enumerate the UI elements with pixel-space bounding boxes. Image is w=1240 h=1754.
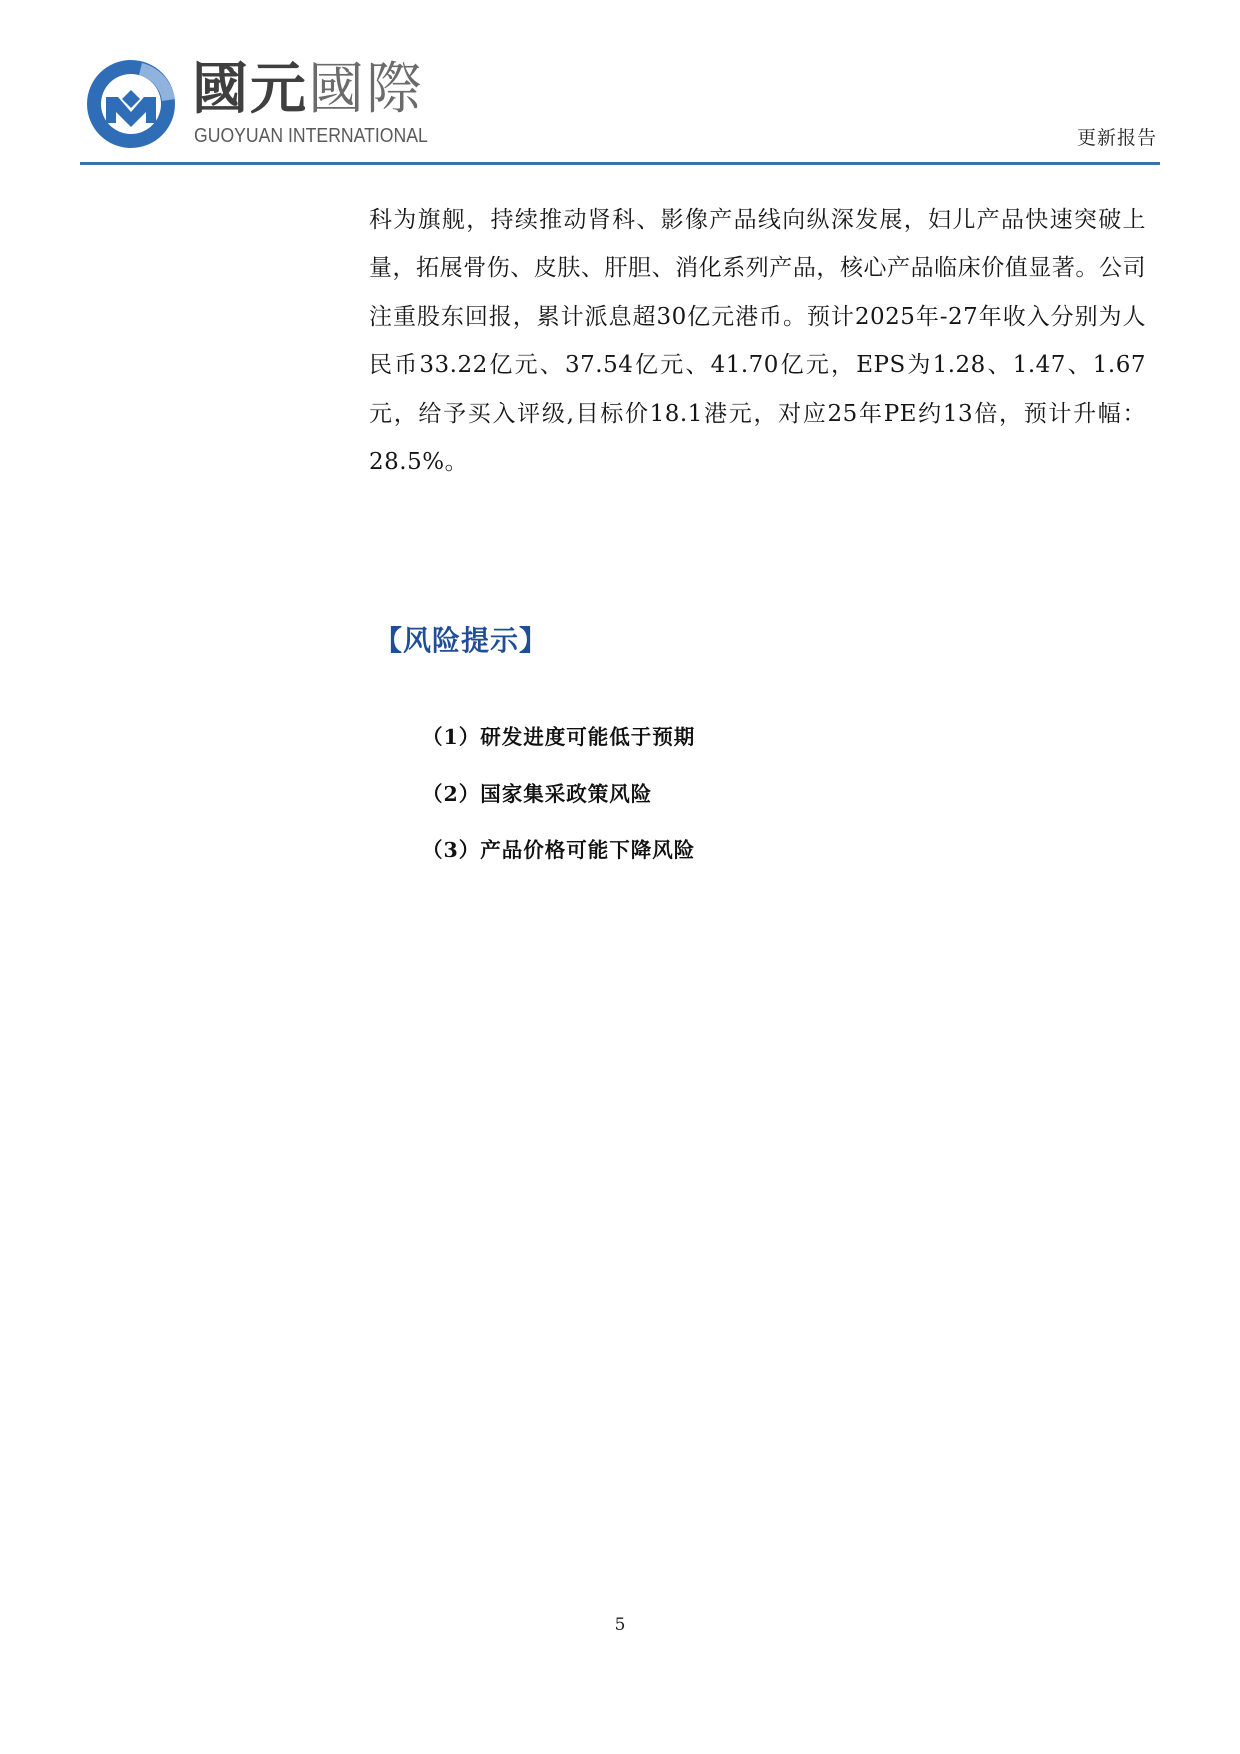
page-header <box>0 0 1240 170</box>
guoyuan-logo-mark-icon <box>84 57 178 151</box>
risk-section-heading: 【风险提示】 <box>374 624 549 657</box>
body-paragraph: 科为旗舰，持续推动肾科、影像产品线向纵深发展，妇儿产品快速突破上量，拓展骨伤、皮肤、肝胆、消化系列产品，核心产品临床价值显著。公司注重股东回报，累计派息超30亿元港币。预计2025年-27年收入分别为人民币33.22亿元、37.54亿元、41.70亿元，EPS为1.28、1.47、1.67元，给予买入评级,目标价18.1港元，对应25年PE约13倍，预计升幅：28.5%。 <box>369 207 1146 476</box>
risk-item: （3）产品价格可能下降风险 <box>422 838 696 862</box>
page-number: 5 <box>614 1615 626 1635</box>
risk-list <box>422 717 695 887</box>
logo-english-name: GUOYUAN INTERNATIONAL <box>194 124 428 147</box>
header-divider <box>80 162 1160 165</box>
logo-name-light: 國際 <box>308 57 424 122</box>
logo-name-bold: 國元 <box>192 57 308 122</box>
guoyuan-logo <box>84 52 464 152</box>
logo-chinese-name <box>192 58 424 122</box>
risk-item: （2）国家集采政策风险 <box>422 781 653 806</box>
risk-item: （1）研发进度可能低于预期 <box>422 725 696 749</box>
report-type-label: 更新报告 <box>1076 127 1157 149</box>
